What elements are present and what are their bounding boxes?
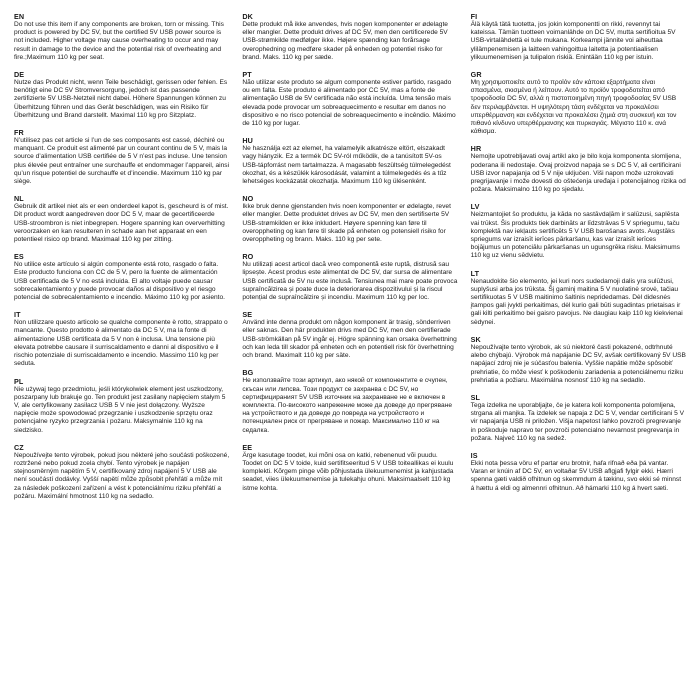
warning-text: Nie używaj tego przedmiotu, jeśli którykolwiek element jest uszkodzony, poszarpany lub brakuje go. Ten produkt jest zasilany napięciem stałym 5 V, ale certyfikowany zasilacz USB 5 V nie jest dołączony. Wyższe napięcie może spowodować przegrzanie i uszkodzenie sprzętu oraz potencjalne ryzyko przegrzania i pożaru. Maksymalnie 110 kg na siedzisko. — [14, 385, 226, 434]
language-code: RO — [242, 252, 254, 262]
warning-text: Nepoužívajte tento výrobok, ak sú niektoré časti pokazené, odtrhnuté alebo chýbajú. Výrobok má napájanie DC 5V, avšak certifikovaný 5V USB napájací zdroj nie je súčasťou balenia. Vyššie napätie môže spôsobiť prehriatie, čo môže viesť k poškodeniu zariadenia a potenciálnemu riziku prehriatia a požiaru. Maximálna nosnosť 110 kg na sedadlo. — [470, 343, 686, 384]
language-code: PT — [242, 70, 252, 80]
language-section-sk — [471, 335, 686, 385]
warning-text: Non utilizzare questo articolo se qualche componente è rotto, strappato o mancante. Questo prodotto è alimentato da DC 5 V, ma la fonte di alimentazione USB certificata da 5 V non è inclusa. Una tensione più elevata potrebbe causare il surriscaldamento e danni al dispositivo e il rischio potenziale di surriscaldamento e incendio. Massimo 110 kg per seduta. — [14, 319, 228, 368]
language-section-hu — [242, 136, 457, 186]
warning-text: Nepoužívejte tento výrobek, pokud jsou některé jeho součásti poškozené, roztržené nebo pokud zcela chybí. Tento výrobek je napájen stejnosměrným napětím 5 V, certifikovaný zdroj napájení 5 V USB ale není součástí dodávky. Vyšší napětí může způsobit přehřátí a může mít za následek poškození zařízení a vést k potenciálnímu riziku přehřátí a požáru. Maximální hmotnost 110 kg na sedadlo. — [14, 451, 230, 500]
language-section-pl — [14, 377, 229, 435]
language-code: DE — [14, 70, 25, 80]
language-section-ro — [242, 252, 457, 302]
language-code: GR — [470, 70, 482, 80]
language-section-lt — [471, 269, 686, 327]
language-section-bg — [242, 368, 457, 434]
warning-text: Do not use this item if any components are broken, torn or missing. This product is powered by DC 5V, but the certified 5V USB power source is not included. Higher voltage may cause overheating to occur and may result in damage to the device and the potential risk of overheating and fire.;Maximum 110 kg per seat. — [14, 21, 224, 61]
language-code: CZ — [14, 442, 24, 452]
language-section-fi — [471, 12, 686, 62]
language-code: EN — [14, 12, 25, 21]
language-code: NL — [14, 194, 24, 204]
language-code: HR — [470, 144, 482, 154]
language-section-ee — [242, 443, 457, 493]
language-code: IT — [14, 310, 21, 320]
language-code: SL — [470, 392, 481, 402]
warning-text: Dette produkt må ikke anvendes, hvis nogen komponenter er ødelagte eller mangler. Dette produkt drives af DC 5V, men den certificerede 5V USB-strømkilde medfølger ikke. Højere spænding kan forårsage overophedning og medføre skader på enheden og potentiel risiko for brand. Maks. 110 kg per sæde. — [242, 21, 448, 61]
language-code: FR — [14, 128, 24, 138]
warning-text: Ärge kasutage toodet, kui mõni osa on katki, rebenenud või puudu. Toodet on DC 5 V toide, kuid sertifitseeritud 5 V USB toiteallikas ei kuulu komplekti. Kõrgem pinge võib põhjustada ülekuumenemist ja kahjustada seadet, viies ülekuumenemise ja tulekahju ohuni. Maksimaalselt 110 kg istme kohta. — [242, 451, 454, 492]
language-section-se — [242, 310, 457, 360]
language-section-pt — [242, 70, 457, 128]
column-2 — [242, 12, 457, 694]
warning-text: Nutze das Produkt nicht, wenn Teile beschädigt, gerissen oder fehlen. Es benötigt eine DC 5V Stromversorgung, jedoch ist das passende zertifizierte 5V USB-Netzteil nicht dabei. Höhere Spannungen können zu Überhitzung führen und das Gerät beschädigen, was ein Risiko für Überhitzung und Brand darstellt. Maximal 110 kg pro Sitzplatz. — [14, 79, 228, 119]
language-section-de — [14, 70, 229, 120]
language-section-no — [242, 194, 457, 244]
language-code: NO — [242, 194, 254, 204]
language-code: SK — [470, 334, 481, 344]
warning-text: Neizmantojiet šo produktu, ja kāda no sastāvdaļām ir salūzusi, saplēsta vai trūkst. Šis produkts tiek darbināts ar līdzstrāvas 5 V spriegumu, taču komplektā nav iekļauts sertificēts 5 V USB barošanas avots. Augstāks spriegums var izraisīt ierīces pārkaršanu, kas var izraisīt ierīces bojājumus un potenciālu pārkaršanas un ugunsgrēka risku. Maksimums 110 kg uz vienu sēdvietu. — [470, 211, 680, 260]
language-code: ES — [14, 252, 24, 262]
language-section-fr — [14, 128, 229, 186]
language-section-cz — [14, 443, 229, 501]
warning-text: N’utilisez pas cet article si l’un de ses composants est cassé, déchiré ou manquant. Ce produit est alimenté par un courant continu de 5 V, mais la source d’alimentation USB certifiée de 5 V n’est pas incluse. Une tension plus élevée peut entraîner une surchauffe et endommager l’appareil, ainsi qu’un risque potentiel de surchauffe et d’incendie. Maximum 110 kg par siège. — [14, 137, 230, 186]
language-section-gr — [471, 70, 686, 136]
language-section-lv — [471, 202, 686, 260]
warning-text: Ekki nota þessa vöru ef partar eru brotnir, hafa rifnað eða þá vantar. Varan er knúin af DC 5V, en voltaðar 5V USB aflgjafi fylgir ekki. Hærri spenna gæti valdið ofhitnun og skemmdum á tækinu, svo ekki sé minnst á hættu á eldi og almennri ofhitnun. Að hámarki 110 kg á hvert sæti. — [470, 459, 682, 492]
warning-text: Não utilizar este produto se algum componente estiver partido, rasgado ou em falta. Este produto é alimentado por CC 5V, mas a fonte de alimentação USB de 5V certificada não está incluída. Uma tensão mais elevada pode provocar um sobreaquecimento e resultar em danos no dispositivo e no risco potencial de sobreaquecimento e incêndio. Máximo de 110 kg por lugar. — [242, 79, 456, 128]
language-code: LV — [470, 202, 480, 212]
language-section-is — [471, 451, 686, 493]
warning-text: Μη χρησιμοποιείτε αυτό το προϊόν εάν κάποια εξαρτήματα είναι σπασμένα, σκισμένα ή λείπουν. Αυτό το προϊόν τροφοδοτείται από τροφοδοσία DC 5V, αλλά η πιστοποιημένη πηγή τροφοδοσίας 5V USB δεν περιλαμβάνεται. Η υψηλότερη τάση ενδέχεται να προκαλέσει υπερθέρμανση και ενδέχεται να προκαλέσει ζημιά στη συσκευή και τον πιθανό κίνδυνο υπερθέρμανσης και πυρκαγιάς. Μέγιστο 110 κ. ανά κάθισμα. — [470, 79, 677, 136]
warning-text: Не използвайте този артикул, ако някой от компонентите е счупен, скъсан или липсва. Този продукт се захранва с DC 5V, но сертифицираният 5V USB източник на захранване не е включен в комплекта. По-високото напрежение може да доведе до прегряване на устройството и да доведе до повреда на устройството и потенциален риск от прегряване и пожар. Максимално 110 кг на седалка. — [242, 377, 453, 434]
language-section-sl — [471, 393, 686, 443]
language-code: PL — [14, 376, 24, 386]
language-code: BG — [242, 368, 254, 378]
warning-text: Tega izdelka ne uporabljajte, če je katera koli komponenta polomljena, strgana ali manjka. Ta izdelek se napaja z DC 5 V, vendar certificirani 5 V vir napajanja USB ni priložen. Višja napetost lahko povzroči pregrevanje in poškoduje napravo ter povzroči potencialno nevarnost pregrevanja in požara. Največ 110 kg na sedež. — [470, 401, 684, 442]
language-section-es — [14, 252, 229, 302]
warning-text: Älä käytä tätä tuotetta, jos jokin komponentti on rikki, revennyt tai kateissa. Tämän tuotteen voimanlähde on DC 5V, mutta sertifioitua 5V USB-virtalähdettä ei tule mukana. Korkeampi jännite voi aiheuttaa ylilämpenemisen ja laitteen vahingoittua laitetta ja potentiaalisen ylikuumenemisen ja tulipalon riskiä. Enintään 110 kg per istuin. — [470, 21, 676, 61]
warning-text: No utilice este artículo si algún componente está roto, rasgado o falta. Este producto funciona con CC de 5 V, pero la fuente de alimentación USB certificada de 5 V no está incluida. El alto voltaje puede causar sobrecalentamiento y puede provocar daños al dispositivo y el riesgo potencial de sobrecalentamiento e incendio. Máximo 110 kg por asiento. — [14, 261, 226, 302]
warning-text: Ne használja ezt az elemet, ha valamelyik alkatrésze eltört, elszakadt vagy hiányzik. Ez a termék DC 5V-ról működik, de a tanúsított 5V-os USB-tápforrást nem tartalmazza. A magasabb feszültség túlmelegedést okozhat, és a készülék károsodását, valamint a túlmelegedés és a tűz lehetséges kockázatát okozhatja. Maximum 110 kg ülésenként. — [242, 145, 451, 186]
language-section-it — [14, 310, 229, 368]
language-code: LT — [470, 268, 480, 278]
language-code: FI — [470, 12, 478, 21]
language-section-en — [14, 12, 229, 62]
language-code: DK — [242, 12, 253, 21]
warning-text: Använd inte denna produkt om någon komponent är trasig, sönderriven eller saknas. Den här produkten drivs med DC 5V, men den certifierade USB-strömkällan på 5V ingår ej. Högre spänning kan orsaka överhettning och kan leda till skador på enheten och en potentiell risk för överhettning och brand. Maximalt 110 kg per säte. — [242, 319, 457, 360]
column-1 — [14, 12, 229, 694]
language-section-dk — [242, 12, 457, 62]
language-section-nl — [14, 194, 229, 244]
column-3 — [471, 12, 686, 694]
warning-text: Nenaudokite šio elemento, jei kuri nors sudedamoji dalis yra sulūžusi, suplyšusi arba jos trūksta. Šį gaminį maitina 5 V nuolatinė srovė, tačiau sertifikuotas 5 V USB maitinimo šaltinis nepridedamas. Dėl didesnės įtampos gali įvykti perkaitimas, dėl kurio gali būti sugadintas prietaisas ir gali kilti perkaitimo bei gaisro pavojus. Ne daugiau kaip 110 kg kiekvienai sėdynei. — [470, 277, 683, 326]
warning-text: Nu utilizați acest articol dacă vreo componentă este ruptă, distrusă sau lipsește. Acest produs este alimentat de DC 5V, dar sursa de alimentare USB certificată de 5V nu este inclusă. Tensiunea mai mare poate provoca supraîncălzirea și poate duce la deteriorarea dispozitivului și la riscul potențial de supraîncălzire și incendiu. Maximum 110 kg per loc. — [242, 261, 458, 302]
language-code: HU — [242, 136, 253, 146]
language-code: SE — [242, 310, 253, 320]
language-code: EE — [242, 442, 253, 452]
warning-text: Gebruik dit artikel niet als er een onderdeel kapot is, gescheurd is of mist. Dit product wordt aangedreven door DC 5 V, maar de gecertificeerde USB-stroombron is niet inbegrepen. Hogere spanning kan oververhitting veroorzaken en kan resulteren in schade aan het apparaat en een potentieel risico op brand. Maximaal 110 kg per zitting. — [14, 203, 229, 244]
language-code: IS — [470, 450, 478, 460]
warning-text: Nemojte upotrebljavati ovaj artikl ako je bilo koja komponenta slomljena, poderana ili nedostaje. Ovaj proizvod napaja se s DC 5 V, ali certificirani USB izvor napajanja od 5 V nije uključen. Viši napon može uzrokovati pregrijavanje i može dovesti do oštećenja uređaja i potencijalnog rizika od požara. Maksimalno 110 kg po sjedalu. — [470, 153, 686, 194]
warning-text: Ikke bruk denne gjenstanden hvis noen komponenter er ødelagte, revet eller mangler. Dette produktet drives av DC 5V, men den sertifiserte 5V USB-strømkilden er ikke inkludert. Høyere spenning kan føre til overoppheting og kan føre til skade på enheten og potensiell risiko for overoppheting og brann. Maks. 110 kg per sete. — [242, 203, 451, 244]
language-section-hr — [471, 144, 686, 194]
